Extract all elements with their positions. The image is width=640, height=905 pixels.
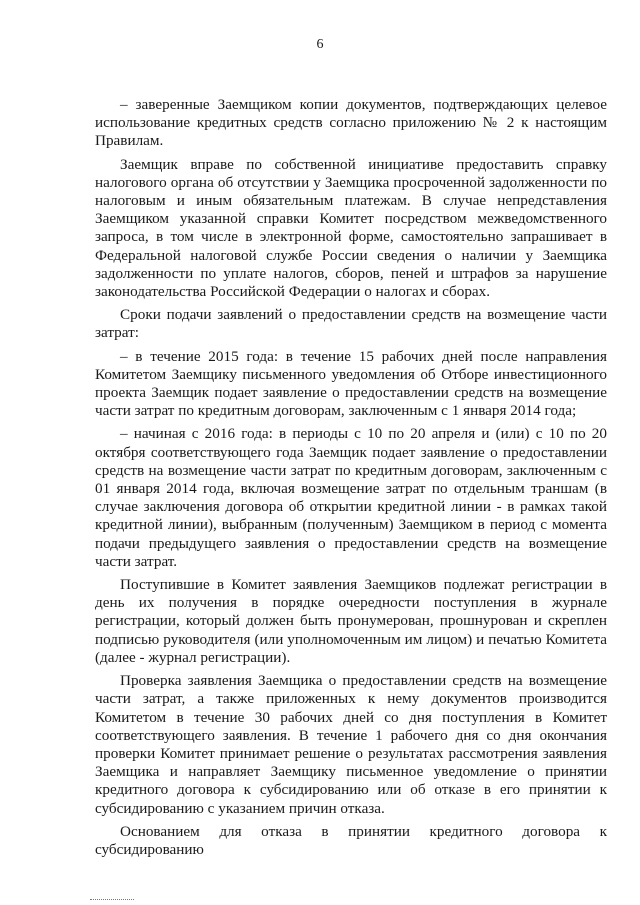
paragraph-registration: Поступившие в Комитет заявления Заемщиков подлежат регистрации в день их получения в порядке очередности поступления в журнале регистрации, который должен быть пронумерован, прошнурован и скреплен подписью руководителя (или уполномоченным им лицом) и печатью Комитета (далее - журнал регистрации).: [95, 576, 607, 666]
paragraph-deadline-2015: – в течение 2015 года: в течение 15 рабочих дней после направления Комитетом Заемщику письменного уведомления об Отборе инвестиционного проекта Заемщик подает заявление о предоставлении средств на возмещение части затрат по кредитным договорам, заключенным с 1 января 2014 года;: [95, 347, 607, 420]
page-number: 6: [316, 37, 324, 52]
paragraph-review: Проверка заявления Заемщика о предоставлении средств на возмещение части затрат, а также приложенных к нему документов производится Комитетом в течение 30 рабочих дней со дня поступления в Комитет соответствующего заявления. В течение 1 рабочего дня со дня окончания проверки Комитет принимает решение о результатах рассмотрения заявления Заемщика и направляет Заемщику письменное уведомление о принятии кредитного договора к субсидированию или об отказе в его принятии к субсидированию с указанием причин отказа.: [95, 672, 607, 817]
document-body: [95, 96, 607, 864]
paragraph-deadline-2016: – начиная с 2016 года: в периоды с 10 по 20 апреля и (или) с 10 по 20 октября соответствующего года Заемщик подает заявление о предоставлении средств на возмещение части затрат по кредитным договорам, заключенным с 01 января 2014 года, включая возмещение затрат по отдельным траншам (в случае заключения договора об открытии кредитной линии - в рамках такой кредитной линии), выбранным (полученным) Заемщиком в период с момента подачи предыдущего заявления о предоставлении средств на возмещение части затрат.: [95, 425, 607, 570]
paragraph-tax-certificate: Заемщик вправе по собственной инициативе предоставить справку налогового органа об отсутствии у Заемщика просроченной задолженности по налоговым и иным обязательным платежам. В случае непредставления Заемщиком указанной справки Комитет посредством межведомственного запроса, в том числе в электронной форме, самостоятельно запрашивает в Федеральной налоговой службе России сведения о наличии у Заемщика задолженности по уплате налогов, сборов, пеней и штрафов за нарушение законодательства Российской Федерации о налогах и сборах.: [95, 155, 607, 301]
paragraph-refusal-grounds: Основанием для отказа в принятии кредитного договора к субсидированию: [95, 822, 607, 858]
paragraph-application-deadlines: Сроки подачи заявлений о предоставлении средств на возмещение части затрат:: [95, 306, 607, 342]
scan-artifact-line: [90, 899, 134, 900]
paragraph-certified-copies: – заверенные Заемщиком копии документов, подтверждающих целевое использование кредитных средств согласно приложению № 2 к настоящим Правилам.: [95, 96, 607, 150]
